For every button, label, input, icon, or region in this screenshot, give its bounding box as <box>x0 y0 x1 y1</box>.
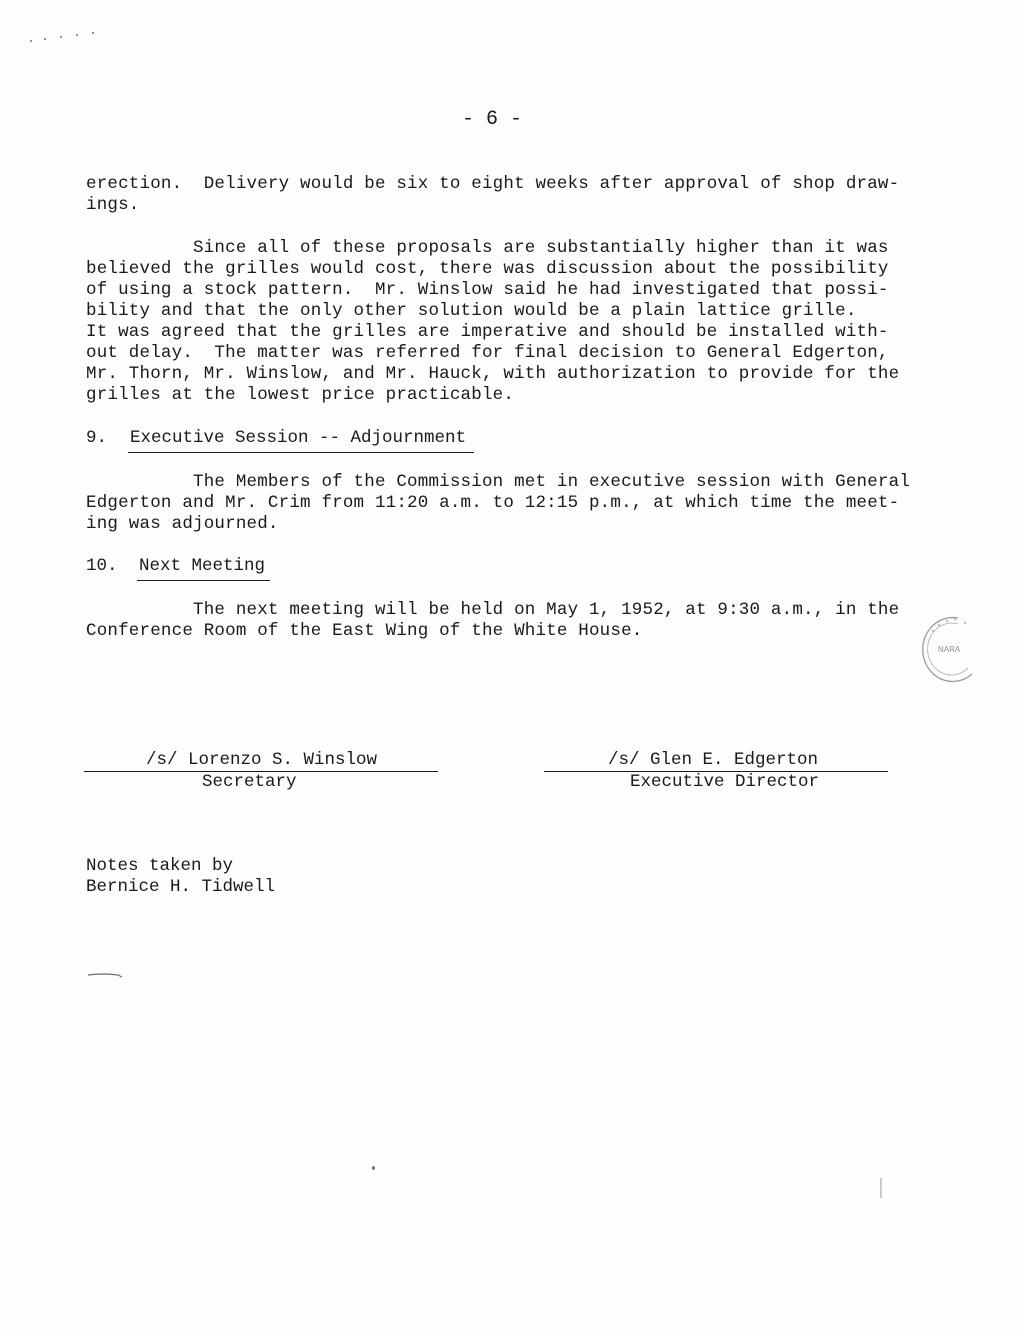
section-number: 9. <box>86 428 108 448</box>
body-text-line: believed the grilles would cost, there was discussion about the possibility <box>86 259 889 279</box>
stamp-center-text: NARA <box>938 645 961 654</box>
body-text-line: Since all of these proposals are substantially higher than it was <box>86 238 889 258</box>
section-title-underline <box>137 580 270 581</box>
body-text-line: Mr. Thorn, Mr. Winslow, and Mr. Hauck, with authorization to provide for the <box>86 364 900 384</box>
body-text-line: Conference Room of the East Wing of the White House. <box>86 621 643 641</box>
body-text-line: grilles at the lowest price practicable. <box>86 385 515 405</box>
body-text-line: The next meeting will be held on May 1, 1952, at 9:30 a.m., in the <box>86 600 900 620</box>
section-title: Executive Session -- Adjournment <box>130 428 467 448</box>
body-text-line: erection. Delivery would be six to eight weeks after approval of shop draw- <box>86 174 900 194</box>
scan-speck <box>372 1166 375 1170</box>
signature-name-left: /s/ Lorenzo S. Winslow <box>146 750 378 770</box>
scan-speck <box>44 38 46 40</box>
scan-speck <box>92 32 94 34</box>
signature-title-left: Secretary <box>202 772 297 792</box>
body-text-line: The Members of the Commission met in executive session with General <box>86 472 911 492</box>
library-stamp <box>918 612 980 684</box>
signature-name-right: /s/ Glen E. Edgerton <box>608 750 819 770</box>
body-text-line: ings. <box>86 195 140 215</box>
body-text-line: of using a stock pattern. Mr. Winslow said he had investigated that possi- <box>86 280 889 300</box>
section-title: Next Meeting <box>139 556 266 576</box>
body-text-line: ing was adjourned. <box>86 514 279 534</box>
stray-pen-mark <box>86 970 126 980</box>
body-text-line: out delay. The matter was referred for final decision to General Edgerton, <box>86 343 889 363</box>
notes-label: Notes taken by <box>86 856 234 876</box>
scan-speck <box>60 36 62 38</box>
body-text-line: Edgerton and Mr. Crim from 11:20 a.m. to 12:15 p.m., at which time the meet- <box>86 493 900 513</box>
page-number: - 6 - <box>462 108 523 131</box>
body-text-line: It was agreed that the grilles are imperative and should be installed with- <box>86 322 889 342</box>
scan-speck <box>30 40 32 42</box>
notes-author: Bernice H. Tidwell <box>86 877 276 897</box>
body-text-line: bility and that the only other solution would be a plain lattice grille. <box>86 301 857 321</box>
stray-pen-mark <box>878 1176 884 1200</box>
section-number: 10. <box>86 556 118 576</box>
signature-title-right: Executive Director <box>630 772 820 792</box>
scan-speck <box>76 34 78 36</box>
section-title-underline <box>128 452 474 453</box>
